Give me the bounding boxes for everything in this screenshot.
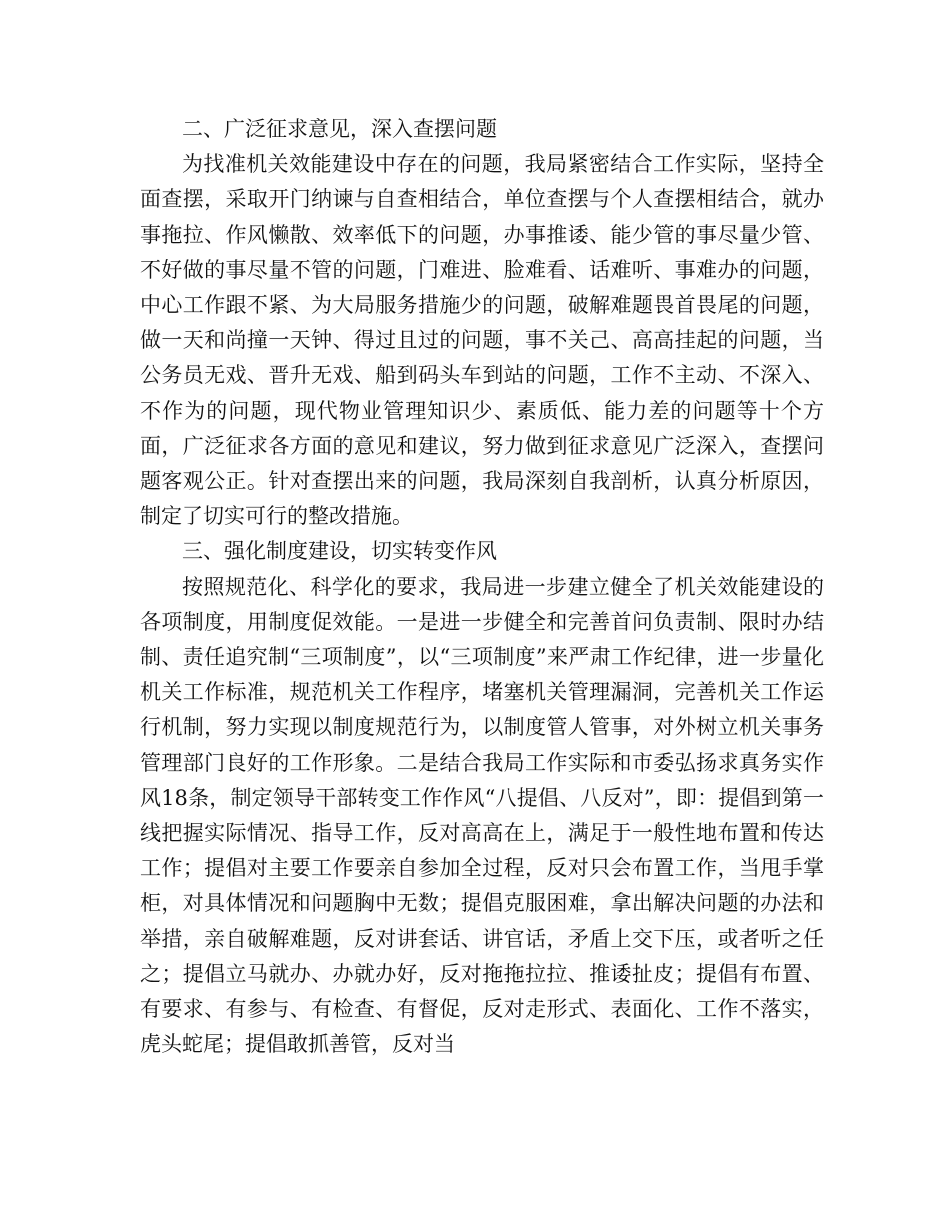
section-3-paragraph: 按照规范化、科学化的要求，我局进一步建立健全了机关效能建设的各项制度，用制度促效能。一是进一步健全和完善首问负责制、限时办结制、责任追究制“三项制度”，以“三项制度”来严肃工作纪律，进一步量化机关工作标准，规范机关工作程序，堵塞机关管理漏洞，完善机关工作运行机制，努力实现以制度规范行为，以制度管人管事，对外树立机关事务管理部门良好的工作形象。二是结合我局工作实际和市委弘扬求真务实作风18条，制定领导干部转变工作作风“八提倡、八反对”，即：提倡到第一线把握实际情况、指导工作，反对高高在上，满足于一般性地布置和传达工作；提倡对主要工作要亲自参加全过程，反对只会布置工作，当甩手掌柜，对具体情况和问题胸中无数；提倡克服困难，拿出解决问题的办法和举措，亲自破解难题，反对讲套话、讲官话，矛盾上交下压，或者听之任之；提倡立马就办、办就办好，反对拖拖拉拉、推诿扯皮；提倡有布置、有要求、有参与、有检查、有督促，反对走形式、表面化、工作不落实，虎头蛇尾；提倡敢抓善管，反对当 — [140, 574, 824, 1057]
section-2-heading: 二、广泛征求意见，深入查摆问题 — [182, 117, 497, 141]
section-2-paragraph: 为找准机关效能建设中存在的问题，我局紧密结合工作实际，坚持全面查摆，采取开门纳谏与自查相结合，单位查摆与个人查摆相结合，就办事拖拉、作风懒散、效率低下的问题，办事推诿、能少管的事尽量少管、不好做的事尽量不管的问题，门难进、脸难看、话难听、事难办的问题，中心工作跟不紧、为大局服务措施少的问题，破解难题畏首畏尾的问题，做一天和尚撞一天钟、得过且过的问题，事不关己、高高挂起的问题，当公务员无戏、晋升无戏、船到码头车到站的问题，工作不主动、不深入、不作为的问题，现代物业管理知识少、素质低、能力差的问题等十个方面，广泛征求各方面的意见和建议，努力做到征求意见广泛深入，查摆问题客观公正。针对查摆出来的问题，我局深刻自我剖析，认真分析原因，制定了切实可行的整改措施。 — [140, 152, 824, 529]
document-body — [140, 112, 824, 1062]
section-3-heading: 三、强化制度建设，切实转变作风 — [182, 539, 497, 564]
